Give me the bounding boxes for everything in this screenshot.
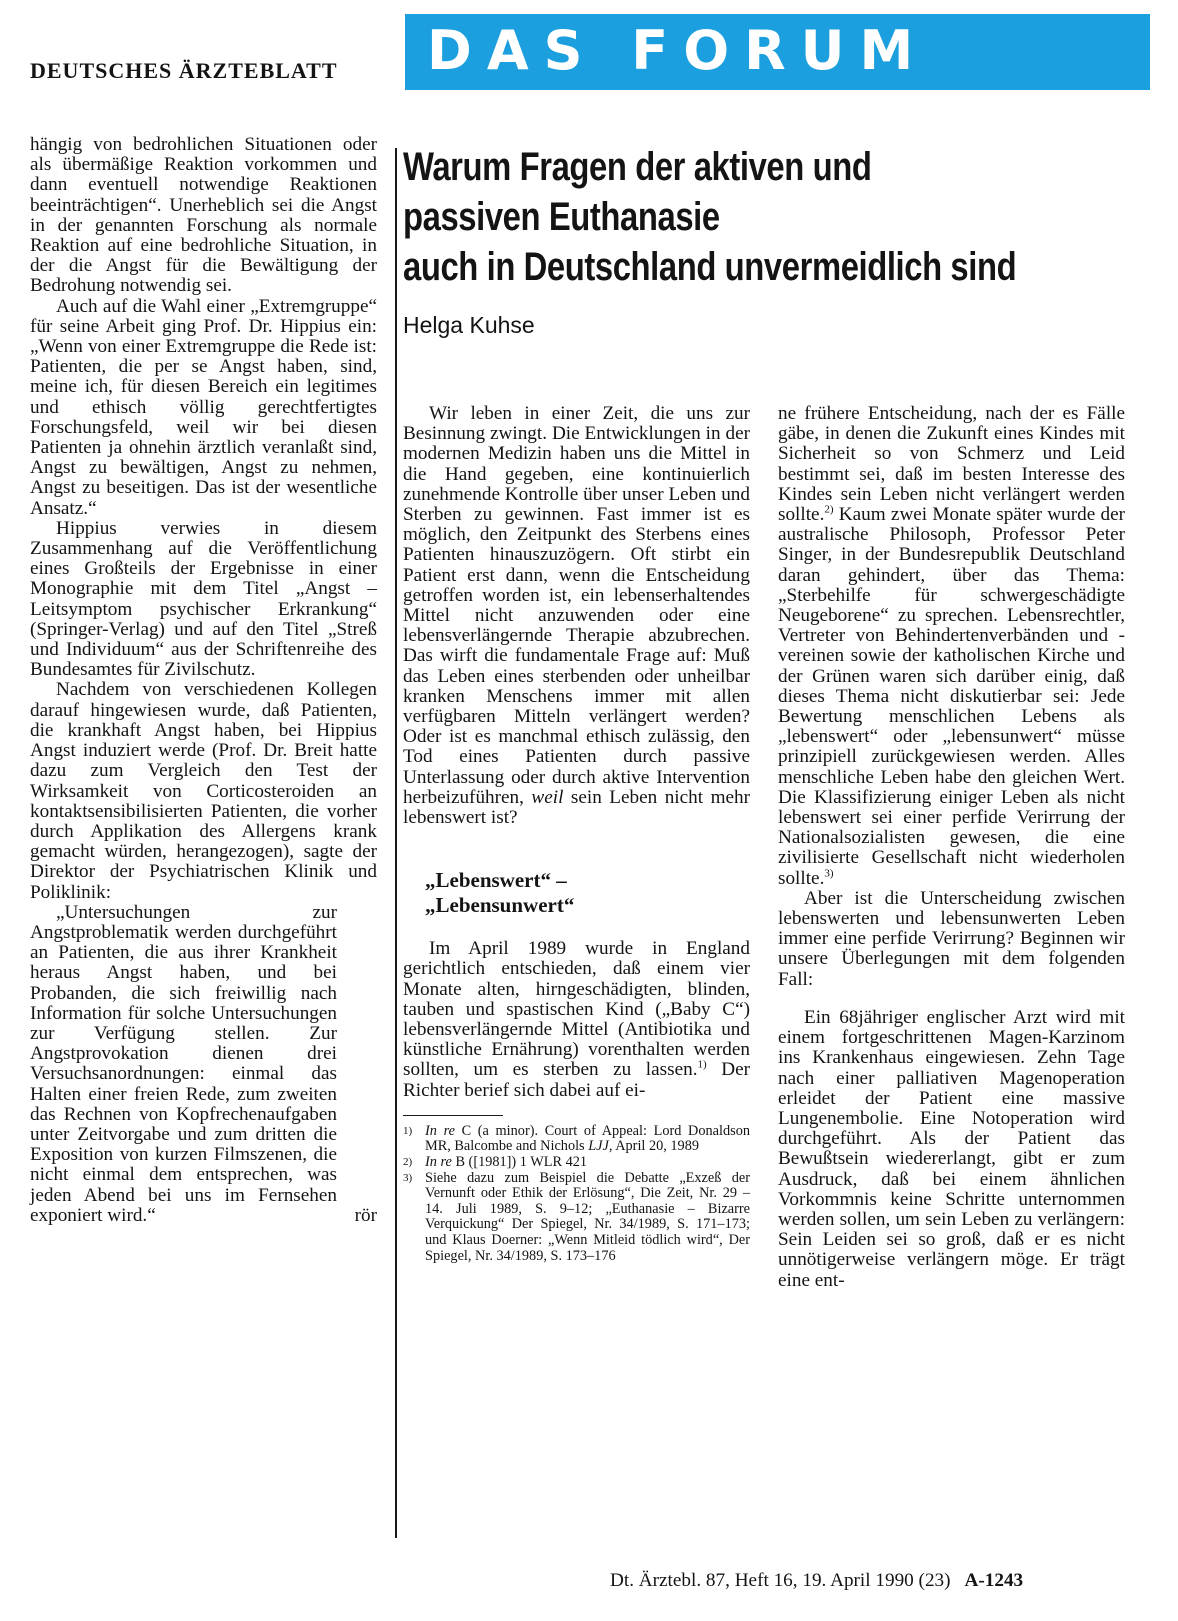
- footnote-number: 1): [403, 1124, 413, 1137]
- section-banner: [405, 14, 1150, 90]
- footnote-3: [403, 1171, 750, 1265]
- footnote-italic: In re: [425, 1154, 452, 1171]
- footnote-number: 3): [403, 1171, 413, 1184]
- left-paragraph-1: hängig von bedrohlichen Situationen oder als übermäßige Reaktion vorkommen und dann eventuell notwendige Reaktionen beeinträchtigen“. Unerheblich sei die Angst in der genannten Forschung als normale Reaktion auf eine bedrohliche Situation, in der die Angst für die Bewältigung der Bedrohung notwendig sei.: [30, 134, 377, 297]
- publication-name: DEUTSCHES ÄRZTEBLATT: [30, 58, 338, 83]
- right-paragraph-1-text: ne frühere Entscheidung, nach der es Fälle gäbe, in denen die Zukunft eines Kindes mit Sicherheit so von Schmerz und Leid bestimmt sei, daß im besten Interesse des Kindes sein Leben nicht verlängert werden sollte.: [778, 403, 1125, 526]
- page-number: A-1243: [964, 1570, 1024, 1591]
- intro-italic-word: weil: [531, 786, 564, 808]
- left-column: [30, 135, 377, 1226]
- footnote-ref-3: 3): [824, 867, 834, 880]
- left-quote-block: [30, 903, 377, 1226]
- right-column: [778, 404, 1125, 1291]
- footnote-1: [403, 1124, 750, 1155]
- right-paragraph-2: Aber ist die Unterscheidung zwischen lebenswerten und lebensunwerten Leben immer eine perfide Verirrung? Beginnen wir unsere Überlegungen mit dem folgenden Fall:: [778, 887, 1125, 990]
- footnote-body-2: April 20, 1989: [612, 1138, 699, 1155]
- subheading: [425, 868, 750, 918]
- intro-text-end: sein Leben nicht mehr lebenswert ist?: [403, 786, 750, 829]
- title-line-2: passiven Euthanasie: [403, 195, 720, 239]
- footnote-italic: In re: [425, 1122, 455, 1139]
- left-paragraph-3: Hippius verwies in diesem Zusammenhang auf die Veröffentlichung eines Großteils der Ergebnisse in einer Monographie mit dem Titel „Angst – Leitsymptom psychischer Erkrankung“ (Springer-Verlag) und auf den Titel „Streß und Individuum“ aus der Schriftenreihe des Bundesamtes für Zivilschutz.: [30, 517, 377, 681]
- title-line-1: Warum Fragen der aktiven und: [403, 145, 872, 189]
- left-quote: „Untersuchungen zur Angstproblematik werden durchgeführt an Patienten, die aus ihrer Krankheit heraus Angst haben, und bei Probanden, die sich freiwillig nach Information für solche Untersuchungen zur Verfügung stellen. Zur Angstprovokation dienen drei Versuchsanordnungen: einmal das Halten einer freien Rede, zum zweiten das Rechnen von Kopfrechenaufgaben unter Zeitvorgabe und zum dritten die Exposition von kurzen Filmszenen, die nicht einmal dem entsprechen, was jeden Abend bei uns im Fernsehen exponiert wird.“: [30, 901, 337, 1226]
- article-title: [403, 142, 1018, 292]
- footnotes: [403, 1124, 750, 1264]
- section-title: DAS FORUM: [427, 19, 929, 82]
- author-signature: rör: [354, 1204, 377, 1226]
- title-line-3: auch in Deutschland unvermeidlich sind: [403, 245, 1017, 289]
- middle-column: [403, 404, 750, 1264]
- footnote-2: [403, 1155, 750, 1171]
- left-paragraph-4: Nachdem von verschiedenen Kollegen darauf hingewiesen wurde, daß Patienten, die krankhaft Angst haben, bei Hippius Angst induziert werde (Prof. Dr. Breit hatte dazu zum Vergleich den Test der Wirksamkeit von Corticosteroiden an kontaktsensibilisierten Patienten, die vorher durch Applikation des Allergens krank gemacht würden, herangezogen), sagte der Direktor der Psychiatrischen Klinik und Poliklinik:: [30, 679, 377, 903]
- right-paragraph-1: [778, 404, 1125, 889]
- intro-paragraph: [403, 404, 750, 828]
- article-author: Helga Kuhse: [403, 312, 535, 338]
- middle-paragraph-2-text: Im April 1989 wurde in England gerichtlich entschieden, daß einem vier Monate alten, hirngeschädigten, blinden, tauben und spastischen Kind („Baby C“) lebensverlängernde Mittel (Antibiotika und künstliche Ernährung) vorenthalten werden sollten, um es sterben zu lassen.: [403, 938, 750, 1081]
- footnote-number: 2): [403, 1156, 413, 1169]
- footnote-italic-2: LJJ,: [588, 1138, 613, 1155]
- footer-citation: Dt. Ärztebl. 87, Heft 16, 19. April 1990 (23): [610, 1570, 951, 1591]
- left-paragraph-2: Auch auf die Wahl einer „Extremgruppe“ für seine Arbeit ging Prof. Dr. Hippius ein: „Wenn von einer Extremgruppe die Rede ist: Patienten, die per se Angst haben, sind, meine ich, für diesen Bereich ein legitimes und ethisch völlig gerechtfertigtes Forschungsfeld, weil wir bei diesen Patienten ja ohnehin ärztlich veranlaßt sind, Angst zu bewältigen, Angst zu nehmen, Angst zu beseitigen. Das ist der wesentliche Ansatz.“: [30, 295, 377, 519]
- page-footer: [610, 1570, 1023, 1592]
- middle-paragraph-2-tail: Der Richter berief sich dabei auf ei-: [403, 1059, 751, 1101]
- middle-paragraph-2: [403, 939, 750, 1101]
- footnote-ref-1: 1): [697, 1059, 707, 1072]
- footnote-body: B ([1981]) 1 WLR 421: [451, 1154, 588, 1171]
- right-paragraph-1-text-b: Kaum zwei Monate später wurde der australische Philosoph, Professor Peter Singer, in der Bundesrepublik Deutschland daran gehindert, über das Thema: „Sterbehilfe für schwergeschädigte Neugeborene“ zu sprechen. Lebensrechtler, Vertreter von Behindertenverbänden und -vereinen sowie der katholischen Kirche und der Grünen waren sich darüber einig, daß dieses Thema nicht diskutierbar sei: Jede Bewertung menschlichen Lebens als „lebenswert“ oder „lebensunwert“ müsse prinzipiell zurückgewiesen werden. Alles menschliche Leben habe den gleichen Wert. Die Klassifizierung einiger Leben als nicht lebenswert sei einer perfide Verirrung der Nationalsozialisten gewesen, die eine zivilisierte Gesellschaft nicht wiederholen sollte.: [778, 504, 1125, 889]
- column-divider: [395, 148, 397, 1538]
- footnote-body: C (a minor). Court of Appeal: Lord Donaldson MR, Balcombe and Nichols: [425, 1122, 750, 1155]
- subheading-line-2: „Lebensunwert“: [425, 893, 575, 918]
- footnote-text: Siehe dazu zum Beispiel die Debatte „Exzeß der Vernunft oder Ethik der Erlösung“, Die Zeit, Nr. 29 – 14. Juli 1989, S. 9–12; „Euthanasie – Bizarre Verquickung“ Der Spiegel, Nr. 34/1989, S. 171–173; und Klaus Doerner: „Wenn Mitleid tödlich wird“, Der Spiegel, Nr. 34/1989, S. 173–176: [425, 1169, 750, 1264]
- subheading-line-1: „Lebenswert“ –: [425, 868, 567, 893]
- footnote-text: [425, 1124, 750, 1155]
- intro-text: Wir leben in einer Zeit, die uns zur Besinnung zwingt. Die Entwicklungen in der modernen Medizin haben uns die Mittel in die Hand gegeben, eine kontinuierlich zunehmende Kontrolle über unser Leben und Sterben zu gewinnen. Fast immer ist es möglich, den Zeitpunkt des Sterbens eines Patienten hinauszuzögern. Oft stirbt ein Patient erst dann, wenn die Entscheidung getroffen worden ist, ein lebenserhaltendes Mittel nicht anzuwenden oder eine lebensverlängernde Therapie abzubrechen. Das wirft die fundamentale Frage auf: Muß das Leben eines sterbenden oder unheilbar kranken Menschens immer mit allen verfügbaren Mitteln verlängert werden? Oder ist es manchmal ethisch zulässig, den Tod eines Patienten durch passive Unterlassung oder durch aktive Intervention herbeizuführen,: [403, 403, 750, 808]
- footnote-rule: [403, 1115, 503, 1116]
- footnote-ref-2: 2): [824, 503, 834, 516]
- right-paragraph-3: Ein 68jähriger englischer Arzt wird mit einem fortgeschrittenen Magen-Karzinom ins Krankenhaus eingewiesen. Zehn Tage nach einer palliativen Magenoperation erleidet der Patient eine massive Lungenembolie. Eine Notoperation wird durchgeführt. Als der Patient das Bewußtsein wiedererlangt, gibt er zum Ausdruck, daß bei einem ähnlichen Vorkommnis keine Schritte unternommen werden sollen, um sein Leben zu verlängern: Sein Leiden sei so groß, daß er es nicht unnötigerweise verlängern möge. Er trägt eine ent-: [778, 1006, 1125, 1291]
- footnote-text: [425, 1155, 750, 1171]
